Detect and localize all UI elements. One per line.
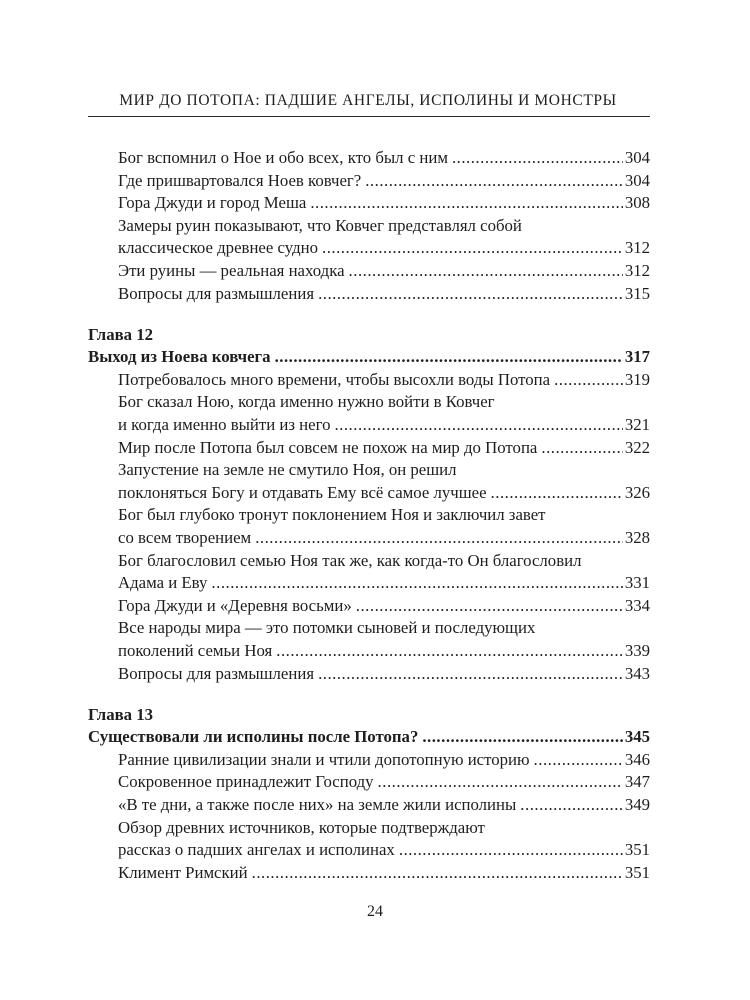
toc-entry-title: Потребовалось много времени, чтобы высохли воды Потопа [118, 369, 551, 389]
chapter-title-entry[interactable] [88, 346, 650, 369]
dot-leader [334, 414, 622, 437]
toc-entry-page: 351 [624, 862, 650, 882]
toc-entry-page: 322 [624, 437, 650, 457]
toc-entry-page: 351 [624, 840, 650, 860]
toc-entry-page: 343 [624, 663, 650, 683]
dot-leader [356, 595, 623, 618]
dot-leader [255, 527, 623, 550]
toc-entry-title: Вопросы для размышления [118, 663, 315, 683]
dot-leader [318, 663, 623, 686]
running-head: МИР ДО ПОТОПА: ПАДШИЕ АНГЕЛЫ, ИСПОЛИНЫ И МОНСТРЫ [119, 92, 617, 109]
chapter-title: Существовали ли исполины после Потопа? [88, 727, 419, 747]
toc-entry[interactable] [88, 192, 650, 215]
dot-leader [211, 572, 622, 595]
toc-entry-page: 339 [624, 640, 650, 660]
dot-leader [275, 346, 623, 369]
dot-leader [534, 749, 623, 772]
toc-entry[interactable] [88, 663, 650, 686]
toc-entry[interactable] [88, 482, 650, 505]
toc-entry-page: 312 [624, 260, 650, 280]
toc-entry-title: Сокровенное принадлежит Господу [118, 772, 374, 792]
dot-leader [318, 283, 623, 306]
chapter-title-entry[interactable] [88, 726, 650, 749]
dot-leader [554, 369, 623, 392]
toc-entry-page: 321 [624, 415, 650, 435]
toc-entry[interactable] [88, 414, 650, 437]
toc-entry-title: Вопросы для размышления [118, 283, 315, 303]
toc-entry-title: Гора Джуди и город Меша [118, 193, 307, 213]
toc-entry-page: 334 [624, 595, 650, 615]
toc-entry-title: со всем творением [118, 528, 252, 547]
header-rule [88, 116, 650, 117]
dot-leader [520, 794, 623, 817]
chapter-title: Выход из Ноева ковчега [88, 347, 271, 367]
toc-entry[interactable] [88, 170, 650, 193]
toc-entry-first-line: Запустение на земле не смутило Ноя, он решил [118, 460, 457, 480]
toc-entry-page: 312 [624, 238, 650, 258]
toc-entry-title: Бог вспомнил о Ное и обо всех, кто был с ним [118, 148, 448, 167]
toc-entry-page: 349 [624, 795, 650, 815]
dot-leader [541, 437, 622, 460]
dot-leader [491, 482, 623, 505]
toc-entry-title: классическое древнее судно [118, 238, 318, 258]
chapter-page: 345 [624, 727, 650, 747]
chapter-page: 317 [624, 347, 650, 367]
toc-entry-first-line: Бог благословил семью Ноя так же, как когда-то Он благословил [118, 550, 582, 570]
table-of-contents [88, 147, 650, 884]
toc-entry-page: 304 [624, 148, 650, 167]
toc-entry-first-line: Бог был глубоко тронут поклонением Ноя и заключил завет [118, 505, 546, 525]
toc-entry-first-line: Замеры руин показывают, что Ковчег представлял собой [118, 215, 522, 235]
toc-entry[interactable] [88, 595, 650, 618]
toc-entry-page: 326 [624, 482, 650, 502]
toc-entry-title: Мир после Потопа был совсем не похож на мир до Потопа [118, 437, 538, 457]
toc-entry-first-line: Обзор древних источников, которые подтверждают [118, 817, 485, 837]
toc-entry[interactable] [88, 640, 650, 663]
toc-entry[interactable] [88, 147, 650, 170]
toc-entry-page: 346 [624, 749, 650, 769]
toc-entry-page: 315 [624, 283, 650, 303]
toc-entry-page: 347 [624, 772, 650, 792]
spacer [88, 305, 650, 324]
toc-entry-first-line: Все народы мира — это потомки сыновей и последующих [118, 618, 536, 638]
dot-leader [252, 862, 623, 885]
page-number: 24 [367, 903, 383, 920]
toc-entry-page: 319 [624, 369, 650, 389]
dot-leader [399, 839, 623, 862]
toc-entry[interactable] [88, 771, 650, 794]
toc-entry-title: Ранние цивилизации знали и чтили допотопную историю [118, 749, 530, 769]
toc-entry-title: Эти руины — реальная находка [118, 260, 345, 280]
dot-leader [322, 237, 623, 260]
toc-entry-page: 331 [624, 573, 650, 593]
toc-entry-page: 304 [624, 170, 650, 190]
spacer [88, 685, 650, 704]
toc-entry-title: и когда именно выйти из него [118, 415, 331, 435]
toc-entry[interactable] [88, 839, 650, 862]
toc-entry-title: Климент Римский [118, 862, 248, 882]
toc-entry[interactable] [88, 437, 650, 460]
toc-entry[interactable] [88, 794, 650, 817]
toc-entry-title: рассказ о падших ангелах и исполинах [118, 840, 395, 860]
toc-entry[interactable] [88, 369, 650, 392]
dot-leader [349, 260, 623, 283]
dot-leader [365, 170, 623, 193]
toc-entry-first-line: Бог сказал Ною, когда именно нужно войти в Ковчег [118, 392, 495, 412]
chapter-label: Глава 13 [88, 704, 154, 724]
dot-leader [310, 192, 623, 215]
toc-entry[interactable] [88, 527, 650, 550]
toc-entry-title: Адама и Еву [118, 573, 208, 593]
dot-leader [276, 640, 623, 663]
toc-entry[interactable] [88, 862, 650, 885]
dot-leader [422, 726, 622, 749]
toc-entry-title: поколений семьи Ноя [118, 640, 273, 660]
toc-entry[interactable] [88, 260, 650, 283]
toc-entry[interactable] [88, 237, 650, 260]
toc-entry-title: Где пришвартовался Ноев ковчег? [118, 170, 362, 190]
dot-leader [378, 771, 623, 794]
toc-entry-title: поклоняться Богу и отдавать Ему всё самое лучшее [118, 482, 487, 502]
toc-entry[interactable] [88, 749, 650, 772]
toc-entry[interactable] [88, 572, 650, 595]
toc-entry[interactable] [88, 283, 650, 306]
dot-leader [452, 147, 623, 170]
chapter-label: Глава 12 [88, 324, 154, 344]
toc-entry-page: 328 [624, 528, 650, 547]
toc-entry-page: 308 [624, 193, 650, 213]
toc-entry-title: «В те дни, а также после них» на земле жили исполины [118, 795, 517, 815]
toc-entry-title: Гора Джуди и «Деревня восьми» [118, 595, 352, 615]
